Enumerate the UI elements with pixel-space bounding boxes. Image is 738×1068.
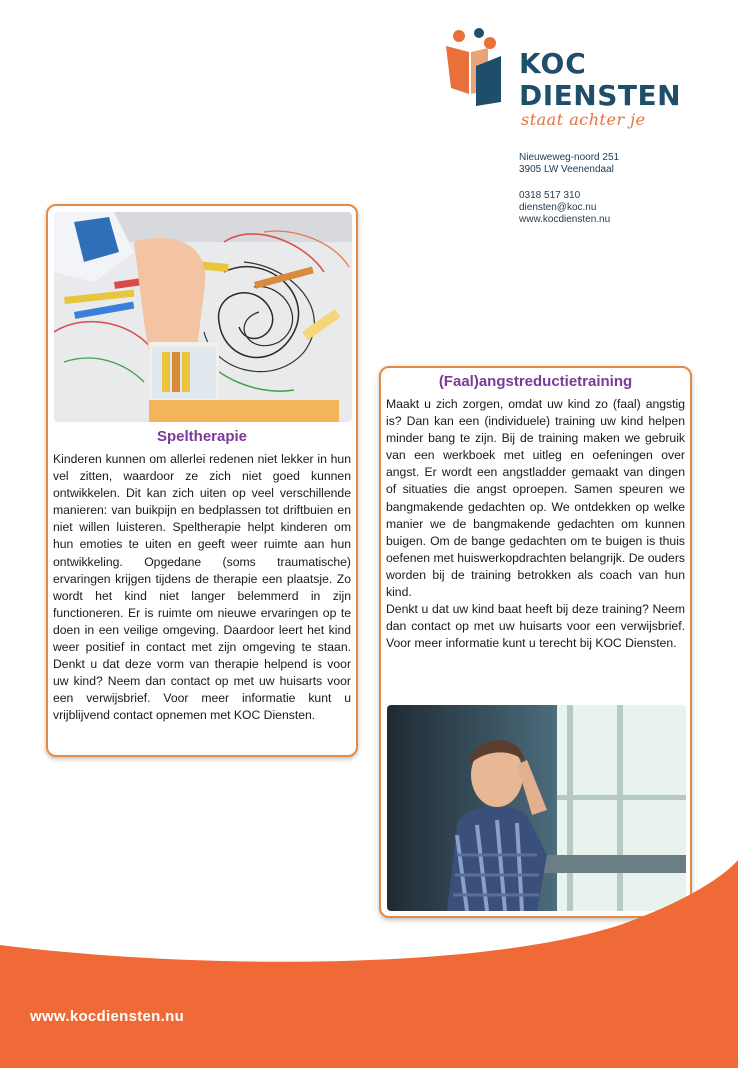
address-line-1: Nieuweweg-noord 251 (519, 152, 620, 163)
speltherapie-paragraph: Kinderen kunnen om allerlei redenen niet lekker in hun vel zitten, waardoor ze zich niet goed kunnen ontwikkelen. Dit kan zich uiten op veel verschillende manieren: van buikpijn en bedplassen tot driftbuien en niet willen luisteren. Speltherapie helpt kinderen om hun emoties te uiten en geeft weer ruimte aan hun ontwikkeling. Opgedane (soms traumatische) ervaringen krijgen tijdens de therapie een plaatsje. Zo wordt het kind niet langer belemmerd in zijn functioneren. Er is ruimte om nieuwe ervaringen op te doen in een veilige omgeving. Daardoor leert het kind weer positief in contact met zijn omgeving te staan. Denkt u dat deze vorm van therapie helpend is voor uw kind? Neem dan contact op met uw huisarts voor een verwijsbrief. Voor meer informatie kunt u vrijblijvend contact opnemen met KOC Diensten. (53, 452, 351, 723)
faalangst-card (379, 366, 692, 918)
website-link[interactable]: www.kocdiensten.nu (519, 214, 611, 225)
koc-logo (443, 28, 683, 138)
faalangst-text (386, 396, 685, 652)
faalangst-paragraph-2: Denkt u dat uw kind baat heeft bij deze training? Neem dan contact op met uw huisarts voor een verwijsbrief. Voor meer informatie kunt u terecht bij KOC Diensten. (386, 602, 685, 651)
logo-tagline: staat achter je (521, 110, 646, 129)
email-address[interactable]: diensten@koc.nu (519, 202, 597, 213)
logo-koc-text: KOC (519, 47, 587, 80)
phone-number: 0318 517 310 (519, 190, 581, 201)
faalangst-paragraph-1: Maakt u zich zorgen, omdat uw kind zo (faal) angstig is? Dan kan een (individuele) training uw kind helpen minder bang te zijn. Bij de training maken we gebruik van een werkboek met uitleg en oefeningen over angst. Er wordt een angstladder gemaakt van dingen of situaties die angst oproepen. Samen speuren we bangmakende gedachten op. We ontdekken op welke manier we de bangmakende gedachten om kunnen buigen. Om de bange gedachten om te buigen is thuis oefenen met huiswerkopdrachten belangrijk. De ouders worden bij de training betrokken als coach van hun kind. (386, 397, 685, 600)
footer-orange-wave (0, 860, 738, 1068)
faalangst-title: (Faal)angstreductietraining (438, 373, 633, 390)
child-drawing-crayons-photo (54, 212, 352, 422)
footer-website-link[interactable]: www.kocdiensten.nu (30, 1008, 185, 1025)
address-line-2: 3905 LW Veenendaal (519, 164, 614, 175)
speltherapie-card (46, 204, 358, 757)
contact-info (519, 152, 619, 226)
crayons-drawing-image-icon (54, 212, 352, 422)
speltherapie-text (53, 451, 351, 725)
koc-people-logo-icon (443, 28, 518, 108)
logo-diensten-text: DIENSTEN (519, 79, 682, 112)
speltherapie-title: Speltherapie (156, 428, 248, 445)
